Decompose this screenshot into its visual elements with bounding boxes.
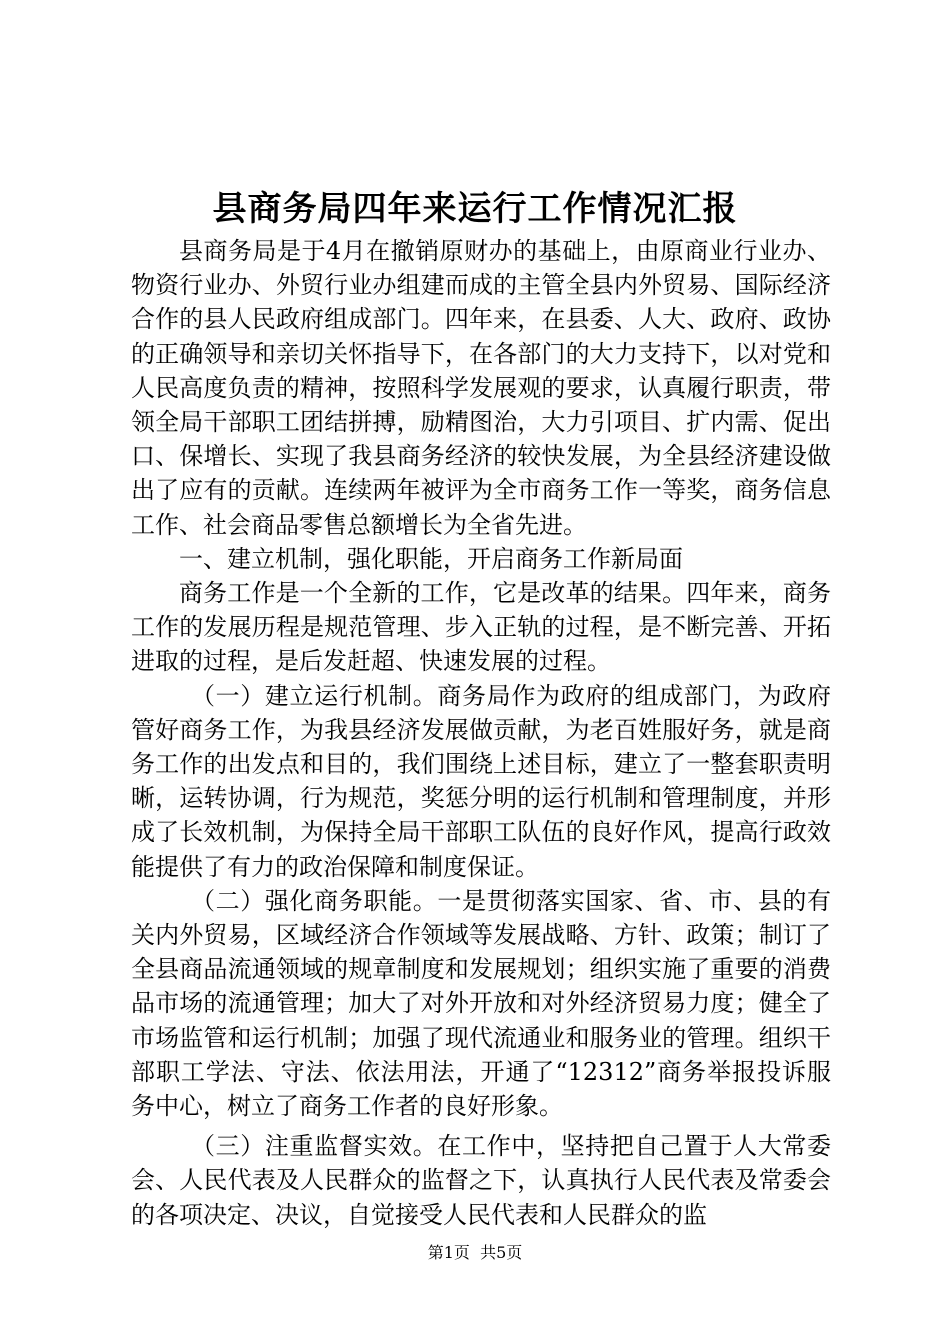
- section-heading-1: 一、建立机制，强化职能，开启商务工作新局面: [179, 544, 683, 573]
- paragraph-item-3: （三）注重监督实效。在工作中，坚持把自己置于人大常委会、人民代表及人民群众的监督之下，认真执行人民代表及常委会的各项决定、决议，自觉接受人民代表和人民群众的监: [131, 1132, 831, 1229]
- page-footer: [0, 1243, 950, 1263]
- paragraph-item-1: （一）建立运行机制。商务局作为政府的组成部门，为政府管好商务工作，为我县经济发展做贡献，为老百姓服好务，就是商务工作的出发点和目的，我们围绕上述目标，建立了一整套职责明晰，运转协调，行为规范，奖惩分明的运行机制和管理制度，并形成了长效机制，为保持全局干部职工队伍的良好作风，提高行政效能提供了有力的政治保障和制度保证。: [131, 681, 831, 881]
- paragraph-section-1: 商务工作是一个全新的工作，它是改革的结果。四年来，商务工作的发展历程是规范管理、步入正轨的过程，是不断完善、开拓进取的过程，是后发赶超、快速发展的过程。: [131, 579, 831, 676]
- document-body: [131, 234, 831, 1232]
- paragraph-item-2: （二）强化商务职能。一是贯彻落实国家、省、市、县的有关内外贸易，区域经济合作领域等发展战略、方针、政策；制订了全县商品流通领域的规章制度和发展规划；组织实施了重要的消费品市场的流通管理；加大了对外开放和对外经济贸易力度；健全了市场监管和运行机制；加强了现代流通业和服务业的管理。组织干部职工学法、守法、依法用法，开通了“12312”商务举报投诉服务中心，树立了商务工作者的良好形象。: [131, 886, 831, 1121]
- page-number: 第1页 共5页: [427, 1243, 523, 1262]
- paragraph-intro: 县商务局是于4月在撤销原财办的基础上，由原商业行业办、物资行业办、外贸行业办组建而成的主管全县内外贸易、国际经济合作的县人民政府组成部门。四年来，在县委、人大、政府、政协的正确领导和亲切关怀指导下，在各部门的大力支持下，以对党和人民高度负责的精神，按照科学发展观的要求，认真履行职责，带领全局干部职工团结拼搏，励精图治，大力引项目、扩内需、促出口、保增长、实现了我县商务经济的较快发展，为全县经济建设做出了应有的贡献。连续两年被评为全市商务工作一等奖，商务信息工作、社会商品零售总额增长为全省先进。: [131, 237, 831, 539]
- document-title: 县商务局四年来运行工作情况汇报: [212, 189, 738, 229]
